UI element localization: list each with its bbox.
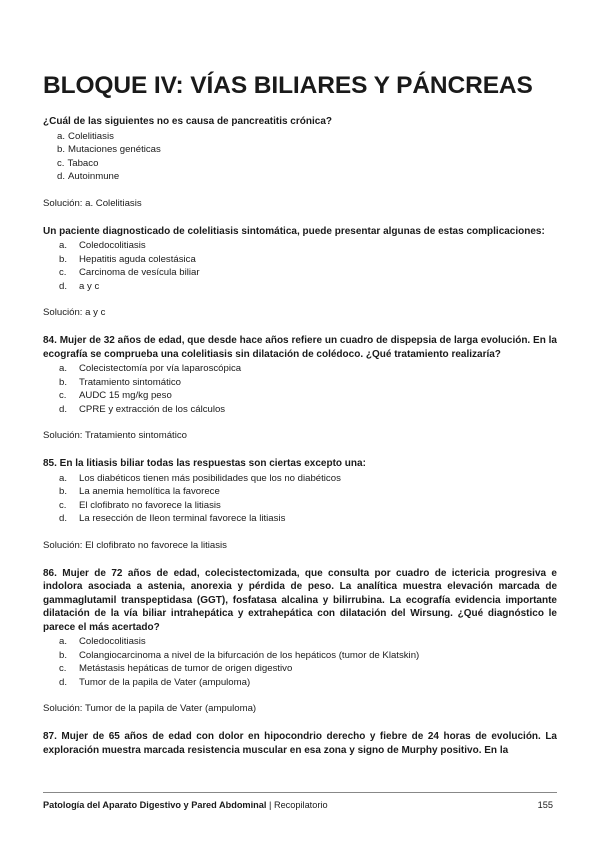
question-list [43, 115, 557, 757]
option-item: a. Los diabéticos tienen más posibilidades que los no diabéticos [59, 472, 341, 484]
option-item: d. CPRE y extracción de los cálculos [59, 403, 226, 415]
option-item: d. La resección de Ileon terminal favorece la litiasis [59, 513, 286, 524]
question-text: 86. Mujer de 72 años de edad, colecistectomizada, que consulta por cuadro de ictericia progresiva e indolora asociada a astenia, anorexia y pérdida de peso. La analítica muestra elevación marcada de gammaglutamil transpeptidasa (GGT), fosfatasa alcalina y bilirrubina. La ecografía evidencia importante dilatación de la vía biliar intrahepática y extrahepática con dilatación del Wirsung. ¿Qué diagnóstico le parece el más acertado? [43, 567, 557, 633]
option-item: a. Coledocolitiasis [59, 636, 146, 647]
footer-section: Recopilatorio [273, 800, 328, 810]
question-text: 84. Mujer de 32 años de edad, que desde hace años refiere un cuadro de dispepsia de larga evolución. En la ecografía se comprueba una colelitiasis sin dilatación de colédoco. ¿Qué tratamiento realizaría? [43, 335, 557, 360]
option-item: a. Coledocolitiasis [59, 240, 146, 251]
solution-text: Solución: a y c [43, 307, 106, 318]
option-item: c. Carcinoma de vesícula biliar [59, 267, 200, 278]
option-list [43, 362, 557, 416]
page-title: BLOQUE IV: VÍAS BILIARES Y PÁNCREAS [43, 72, 533, 99]
page-number: 155 [537, 800, 553, 810]
question-text: 87. Mujer de 65 años de edad con dolor en hipocondrio derecho y fiebre de 24 horas de evolución. La exploración muestra marcada resistencia muscular en esa zona y signo de Murphy positivo. En la [43, 731, 557, 756]
footer-title [43, 800, 328, 810]
option-item: b. La anemia hemolítica la favorece [59, 486, 220, 497]
option-item: c. AUDC 15 mg/kg peso [59, 390, 172, 401]
solution-text: Solución: a. Colelitiasis [43, 197, 142, 209]
question-text: ¿Cuál de las siguientes no es causa de pancreatitis crónica? [43, 116, 332, 127]
solution-text: Solución: Tratamiento sintomático [43, 430, 187, 441]
option-item: c. El clofibrato no favorece la litiasis [59, 499, 221, 511]
solution-text: Solución: El clofibrato no favorece la litiasis [43, 539, 227, 551]
footer-separator: | [266, 800, 274, 810]
option-item: d. Tumor de la papila de Vater (ampuloma) [59, 676, 251, 688]
question-text: 85. En la litiasis biliar todas las respuestas son ciertas excepto una: [43, 458, 366, 469]
solution-text: Solución: Tumor de la papila de Vater (ampuloma) [43, 703, 257, 714]
option-item: b. Hepatitis aguda colestásica [59, 253, 196, 265]
option-item: b. Mutaciones genéticas [57, 144, 161, 155]
option-list [43, 130, 557, 184]
option-item: c. Metástasis hepáticas de tumor de origen digestivo [59, 663, 293, 674]
option-item: a. Colecistectomía por vía laparoscópica [59, 363, 242, 374]
option-item: d. a y c [59, 280, 100, 292]
option-list [43, 635, 557, 689]
question-text: Un paciente diagnosticado de colelitiasis sintomática, puede presentar algunas de estas complicaciones: [43, 225, 545, 237]
option-item: d. Autoinmune [57, 171, 120, 182]
option-list [43, 472, 557, 526]
footer-book: Patología del Aparato Digestivo y Pared Abdominal [43, 800, 267, 810]
option-list [43, 239, 557, 293]
page-footer [43, 792, 557, 823]
option-item: a. Colelitiasis [57, 130, 114, 142]
option-item: c. Tabaco [57, 157, 99, 169]
option-item: b. Tratamiento sintomático [59, 376, 182, 388]
option-item: b. Colangiocarcinoma a nivel de la bifurcación de los hepáticos (tumor de Klatskin) [59, 649, 420, 661]
